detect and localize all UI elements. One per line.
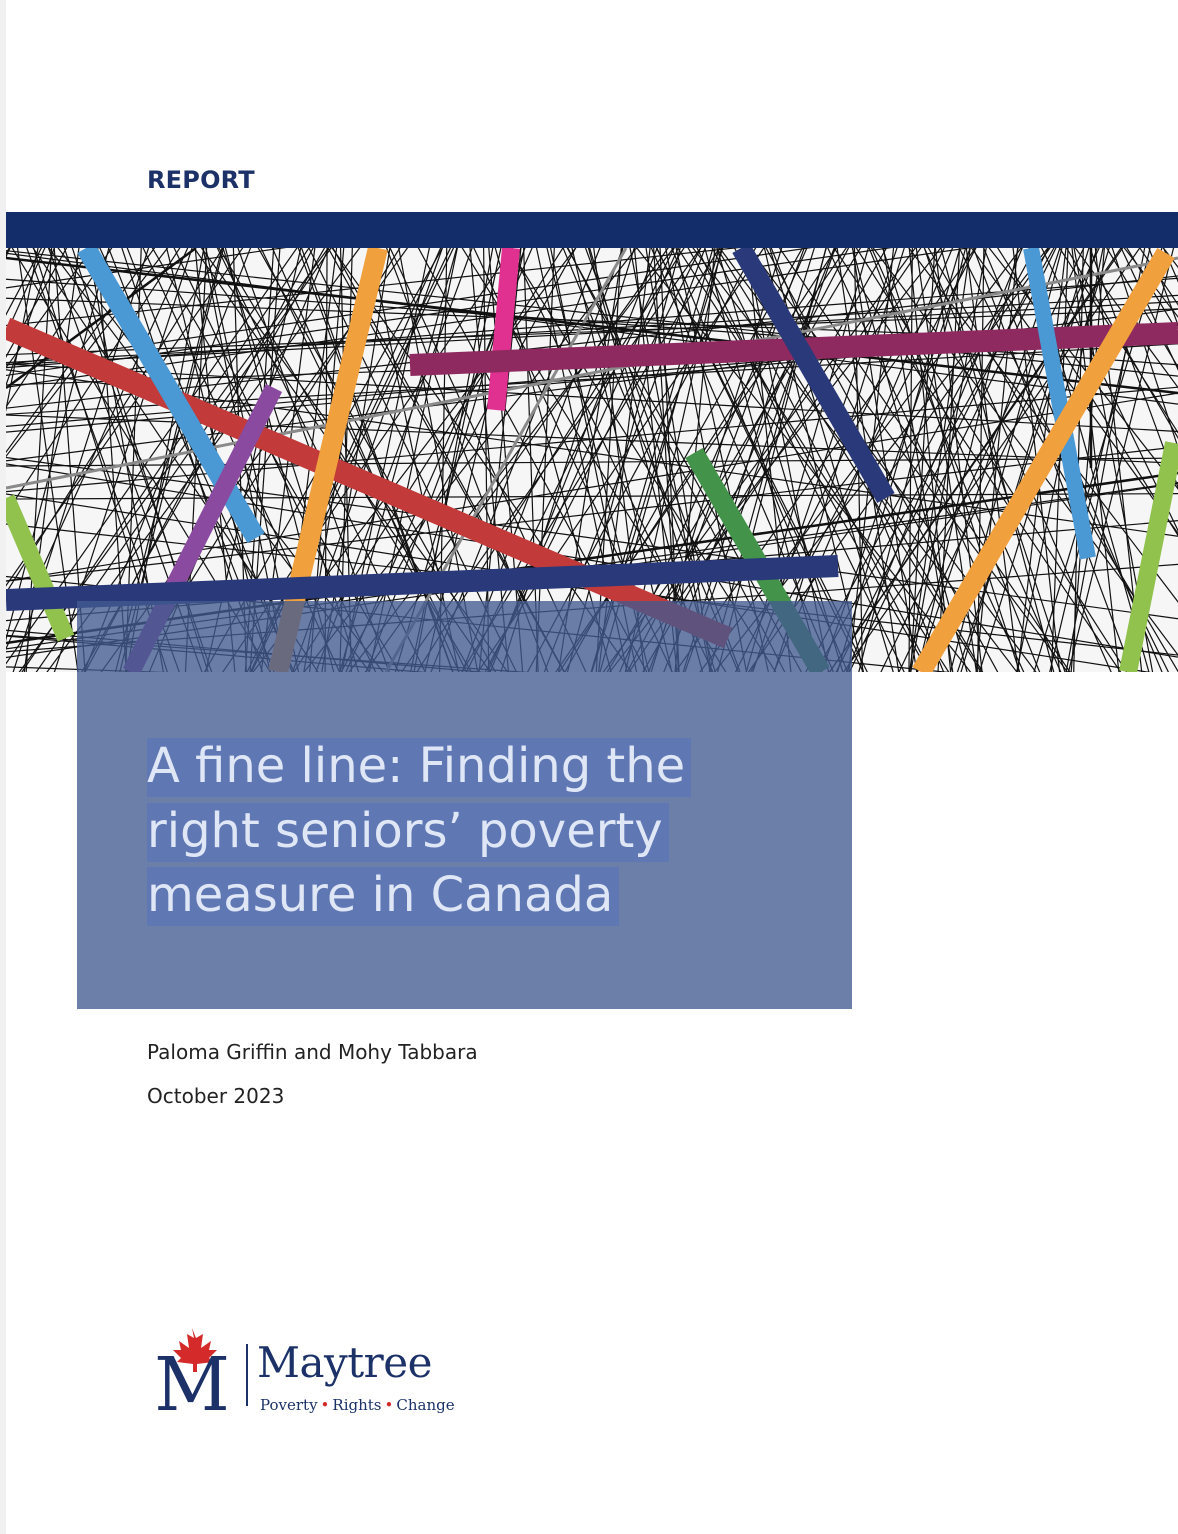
tagline-change: Change — [396, 1396, 455, 1414]
tagline-separator: • — [320, 1396, 330, 1414]
maple-leaf-m-icon — [147, 1326, 237, 1416]
title-line-3: measure in Canada — [147, 867, 619, 926]
report-authors: Paloma Griffin and Mohy Tabbara — [147, 1040, 478, 1064]
tagline-rights: Rights — [332, 1396, 382, 1414]
logo-name: Maytree — [257, 1338, 432, 1387]
logo-divider — [246, 1344, 248, 1406]
logo-tagline — [260, 1396, 455, 1414]
title-line-1: A fine line: Finding the — [147, 738, 691, 797]
maytree-logo — [147, 1326, 455, 1418]
report-label: REPORT — [147, 166, 255, 194]
report-date: October 2023 — [147, 1084, 285, 1108]
report-title — [147, 734, 747, 928]
tagline-poverty: Poverty — [260, 1396, 318, 1414]
header-band — [6, 212, 1178, 248]
tagline-separator: • — [384, 1396, 394, 1414]
title-line-2: right seniors’ poverty — [147, 803, 669, 862]
logo-initial: M — [154, 1342, 230, 1416]
